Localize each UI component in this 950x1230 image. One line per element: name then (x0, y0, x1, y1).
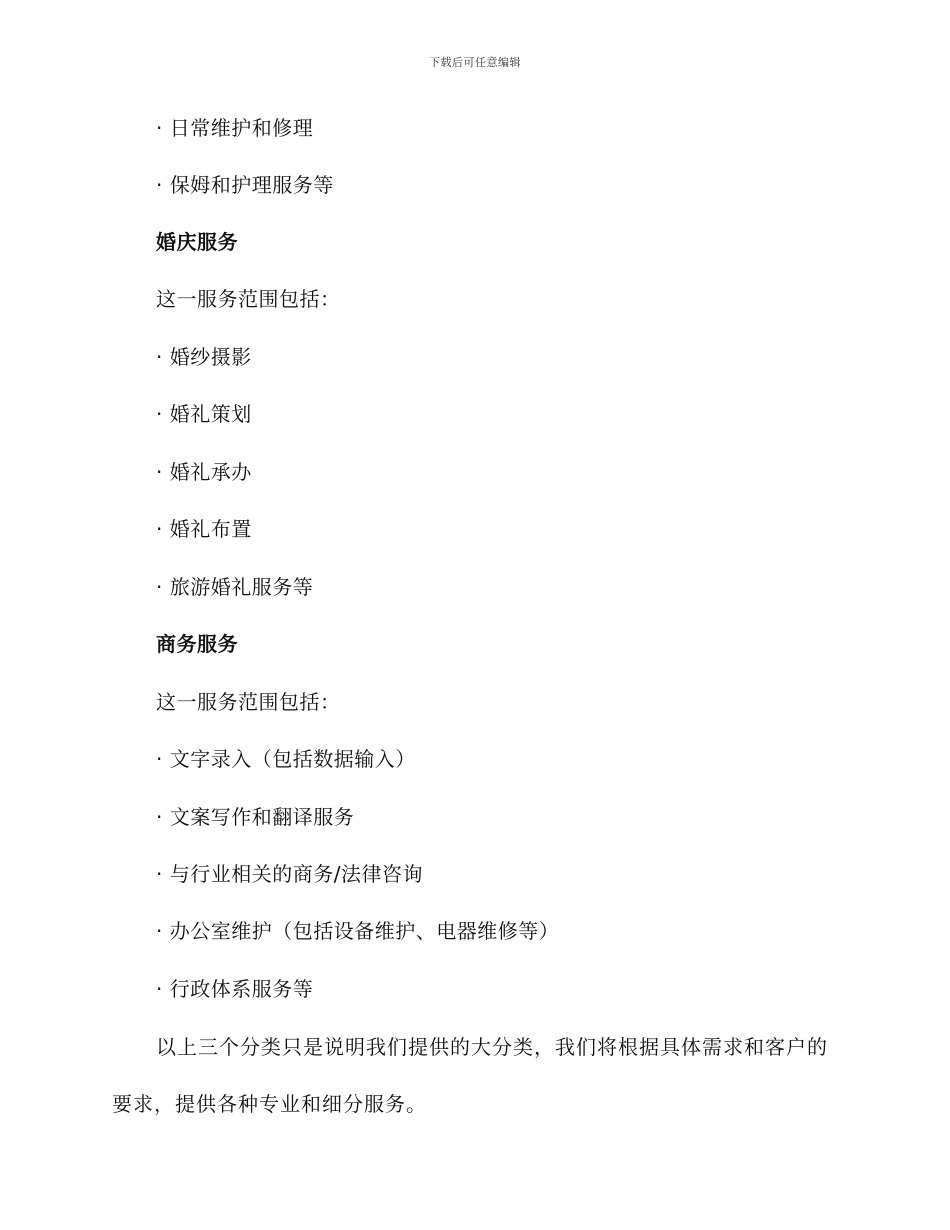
bullet-wedding-hosting: · 婚礼承办 (156, 460, 252, 484)
bullet-wedding-decoration: · 婚礼布置 (156, 517, 252, 541)
bullet-data-entry: · 文字录入（包括数据输入） (156, 747, 416, 771)
section-intro-business: 这一服务范围包括： (156, 690, 341, 714)
bullet-office-maintenance: · 办公室维护（包括设备维护、电器维修等） (156, 919, 560, 943)
bullet-administrative-services: · 行政体系服务等 (156, 977, 314, 1001)
section-intro-wedding: 这一服务范围包括： (156, 287, 341, 311)
bullet-nanny-care: · 保姆和护理服务等 (156, 173, 334, 197)
bullet-daily-maintenance: · 日常维护和修理 (156, 116, 314, 140)
bullet-wedding-photography: · 婚纱摄影 (156, 345, 252, 369)
bullet-wedding-planning: · 婚礼策划 (156, 402, 252, 426)
bullet-legal-consulting: · 与行业相关的商务/法律咨询 (156, 862, 423, 886)
bullet-copywriting-translation: · 文案写作和翻译服务 (156, 805, 355, 829)
page-header-watermark: 下载后可任意编辑 (429, 56, 521, 69)
closing-paragraph: 以上三个分类只是说明我们提供的大分类，我们将根据具体需求和客户的要求，提供各种专业和细分服务。 (112, 1035, 828, 1116)
section-heading-wedding: 婚庆服务 (156, 230, 238, 254)
bullet-travel-wedding: · 旅游婚礼服务等 (156, 575, 314, 599)
section-heading-business: 商务服务 (156, 632, 238, 656)
